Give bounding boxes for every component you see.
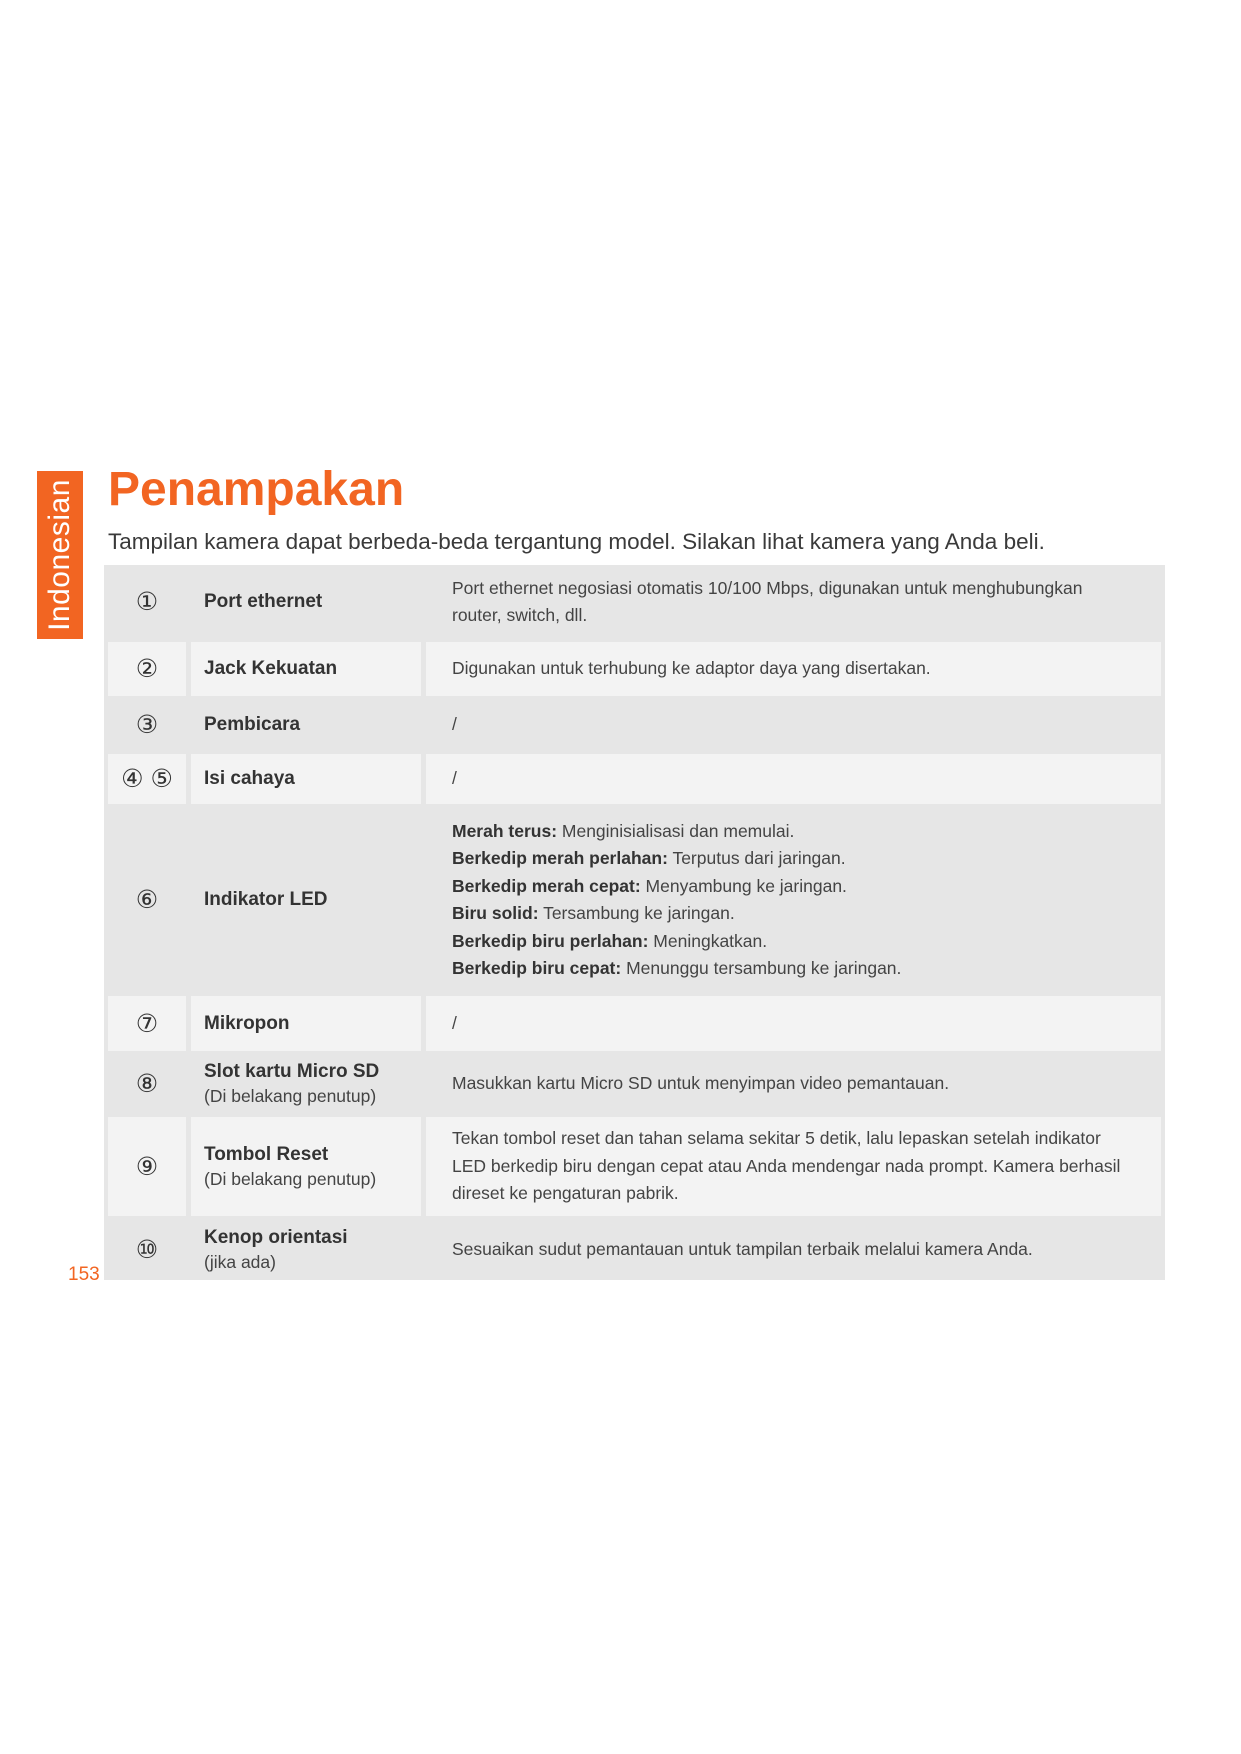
led-status-label: Biru solid:: [452, 903, 539, 923]
led-status-text: Menunggu tersambung ke jaringan.: [621, 958, 902, 978]
table-row: [108, 1056, 1161, 1112]
part-name-cell: [191, 1117, 421, 1216]
part-description: Sesuaikan sudut pemantauan untuk tampilan terbaik melalui kamera Anda.: [426, 1221, 1161, 1278]
part-description: Port ethernet negosiasi otomatis 10/100 Mbps, digunakan untuk menghubungkan router, switch, dll.: [426, 567, 1161, 637]
part-number: ⑧: [108, 1056, 186, 1112]
part-number: ②: [108, 642, 186, 696]
page-number: 153: [68, 1264, 100, 1285]
table-row: [108, 996, 1161, 1051]
table-row: [108, 701, 1161, 749]
led-status-item: [452, 955, 901, 983]
part-number: ⑥: [108, 809, 186, 991]
part-name: Tombol Reset: [204, 1143, 329, 1165]
table-row: [108, 567, 1161, 637]
parts-table: [104, 565, 1165, 1280]
led-status-text: Terputus dari jaringan.: [667, 848, 846, 868]
part-name: Isi cahaya: [204, 768, 295, 789]
part-name: Kenop orientasi: [204, 1226, 348, 1248]
led-status-item: [452, 845, 846, 873]
part-name: Jack Kekuatan: [204, 658, 338, 679]
page-subtitle: Tampilan kamera dapat berbeda-beda tergantung model. Silakan lihat kamera yang Anda beli.: [108, 529, 1045, 554]
led-status-text: Tersambung ke jaringan.: [538, 903, 735, 923]
led-status-text: Menginisialisasi dan memulai.: [557, 820, 795, 841]
part-name-cell: [191, 809, 421, 991]
part-name: Port ethernet: [204, 591, 323, 612]
part-number: ③: [108, 701, 186, 749]
led-status-item: [452, 873, 847, 901]
part-number: ①: [108, 567, 186, 637]
led-status-label: Berkedip merah perlahan:: [452, 848, 668, 868]
part-name: Indikator LED: [204, 889, 328, 910]
part-name-cell: [191, 754, 421, 804]
led-status-item: [452, 900, 735, 928]
part-name: Slot kartu Micro SD: [204, 1061, 380, 1082]
language-tab: [37, 471, 83, 639]
part-name-note: (Di belakang penutup): [204, 1168, 377, 1189]
part-number: ④ ⑤: [108, 754, 186, 804]
part-description: /: [426, 754, 1161, 804]
part-description: Masukkan kartu Micro SD untuk menyimpan video pemantauan.: [426, 1056, 1161, 1112]
led-status-label: Merah terus:: [452, 820, 558, 841]
part-name-note: (jika ada): [204, 1251, 276, 1272]
led-status-label: Berkedip merah cepat:: [452, 875, 641, 896]
led-status-text: Meningkatkan.: [648, 930, 768, 951]
part-number: ⑨: [108, 1117, 186, 1216]
part-description: /: [426, 701, 1161, 749]
part-name: Mikropon: [204, 1012, 290, 1034]
part-number: ⑦: [108, 996, 186, 1051]
table-row: [108, 1221, 1161, 1278]
page-title: Penampakan: [108, 463, 405, 516]
part-name-cell: [191, 1221, 421, 1278]
led-status-item: [452, 818, 794, 846]
table-row: [108, 754, 1161, 804]
part-number: ⑩: [108, 1221, 186, 1278]
part-description: Tekan tombol reset dan tahan selama sekitar 5 detik, lalu lepaskan setelah indikator LED berkedip biru dengan cepat atau Anda mendengar nada prompt. Kamera berhasil direset ke pengaturan pabrik.: [426, 1117, 1161, 1216]
led-status-label: Berkedip biru perlahan:: [452, 930, 649, 951]
table-row: [108, 809, 1161, 991]
part-name-cell: [191, 701, 421, 749]
part-name-cell: [191, 642, 421, 696]
led-status-text: Menyambung ke jaringan.: [640, 875, 847, 896]
part-name: Pembicara: [204, 714, 301, 735]
led-status-label: Berkedip biru cepat:: [452, 958, 622, 978]
part-description: Digunakan untuk terhubung ke adaptor daya yang disertakan.: [426, 642, 1161, 696]
led-status-list: [426, 809, 1161, 991]
table-row: [108, 1117, 1161, 1216]
part-name-cell: [191, 567, 421, 637]
language-tab-label: Indonesian: [43, 479, 77, 631]
part-name-cell: [191, 996, 421, 1051]
part-name-note: (Di belakang penutup): [204, 1086, 377, 1106]
table-row: [108, 642, 1161, 696]
part-description: /: [426, 996, 1161, 1051]
led-status-item: [452, 928, 767, 956]
part-name-cell: [191, 1056, 421, 1112]
